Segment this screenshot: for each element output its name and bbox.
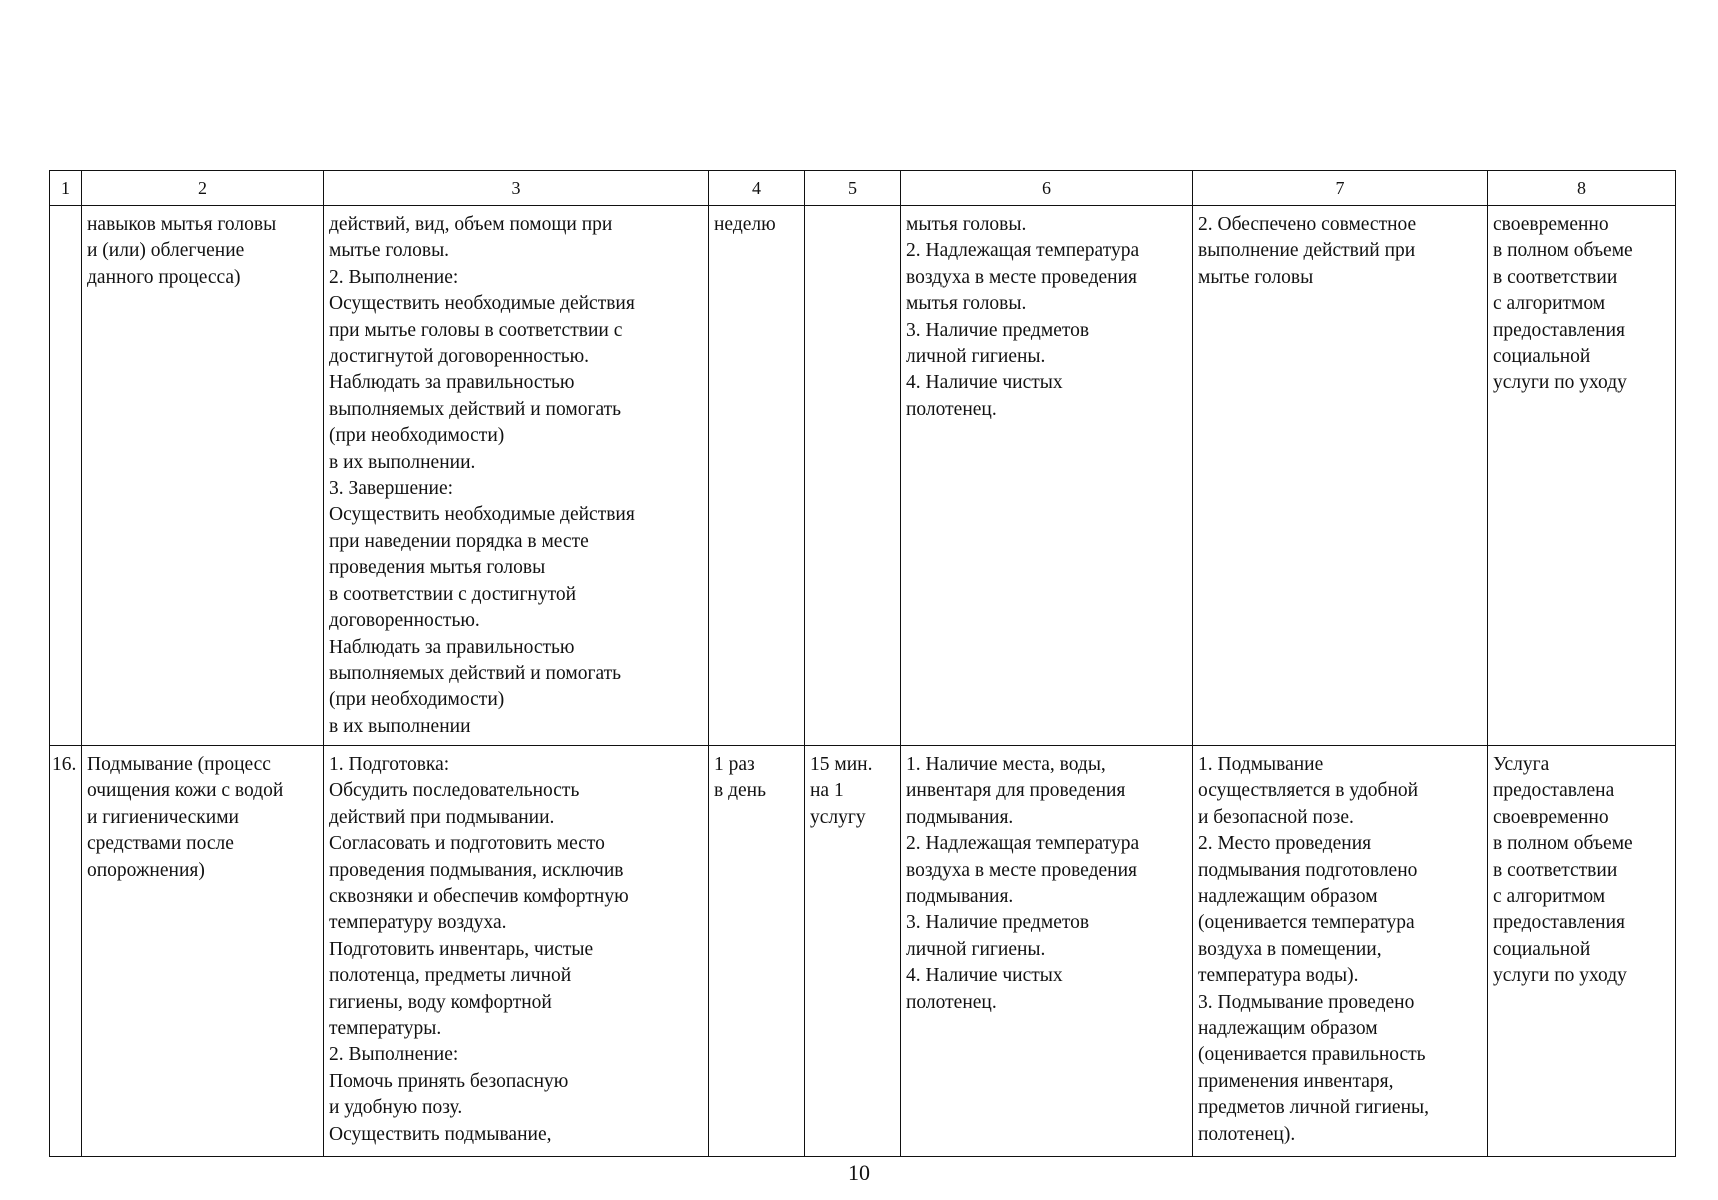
column-number-header-row [50, 171, 1676, 206]
table-row-continued [50, 206, 1676, 746]
frequency-cell: неделю [709, 206, 805, 746]
frequency-cell: 1 раз в день [709, 746, 805, 1157]
column-number-6: 6 [901, 171, 1193, 206]
column-number-3: 3 [324, 171, 709, 206]
table-row-16 [50, 746, 1676, 1157]
service-name-cell: навыков мытья головы и (или) облегчение данного процесса) [82, 206, 324, 746]
quality-indicators-cell: 1. Подмывание осуществляется в удобной и безопасной позе. 2. Место проведения подмывания подготовлено надлежащим образом (оценивается температура воздуха в помещении, температура воды). 3. Подмывание проведено надлежащим образом (оценивается правильность применения инвентаря, предметов личной гигиены, полотенец). [1193, 746, 1488, 1157]
duration-cell [805, 206, 901, 746]
column-number-1: 1 [50, 171, 82, 206]
duration-cell: 15 мин. на 1 услугу [805, 746, 901, 1157]
evaluation-cell: своевременно в полном объеме в соответствии с алгоритмом предоставления социальной услуги по уходу [1488, 206, 1676, 746]
conditions-cell: 1. Наличие места, воды, инвентаря для проведения подмывания. 2. Надлежащая температура воздуха в месте проведения подмывания. 3. Наличие предметов личной гигиены. 4. Наличие чистых полотенец. [901, 746, 1193, 1157]
column-number-8: 8 [1488, 171, 1676, 206]
quality-indicators-cell: 2. Обеспечено совместное выполнение действий при мытье головы [1193, 206, 1488, 746]
column-number-5: 5 [805, 171, 901, 206]
column-number-7: 7 [1193, 171, 1488, 206]
column-number-2: 2 [82, 171, 324, 206]
service-description-cell: 1. Подготовка: Обсудить последовательность действий при подмывании. Согласовать и подготовить место проведения подмывания, исключив сквозняки и обеспечив комфортную температуру воздуха. Подготовить инвентарь, чистые полотенца, предметы личной гигиены, воду комфортной температуры. 2. Выполнение: Помочь принять безопасную и удобную позу. Осуществить подмывание, [324, 746, 709, 1157]
services-table [49, 170, 1676, 1157]
row-number-cell [50, 206, 82, 746]
conditions-cell: мытья головы. 2. Надлежащая температура воздуха в месте проведения мытья головы. 3. Наличие предметов личной гигиены. 4. Наличие чистых полотенец. [901, 206, 1193, 746]
evaluation-cell: Услуга предоставлена своевременно в полном объеме в соответствии с алгоритмом предоставления социальной услуги по уходу [1488, 746, 1676, 1157]
service-name-cell: Подмывание (процесс очищения кожи с водой и гигиеническими средствами после опорожнения) [82, 746, 324, 1157]
column-number-4: 4 [709, 171, 805, 206]
service-description-cell: действий, вид, объем помощи при мытье головы. 2. Выполнение: Осуществить необходимые действия при мытье головы в соответствии с достигнутой договоренностью. Наблюдать за правильностью выполняемых действий и помогать (при необходимости) в их выполнении. 3. Завершение: Осуществить необходимые действия при наведении порядка в месте проведения мытья головы в соответствии с достигнутой договоренностью. Наблюдать за правильностью выполняемых действий и помогать (при необходимости) в их выполнении [324, 206, 709, 746]
row-number-cell: 16. [50, 746, 82, 1157]
page-number: 10 [848, 1160, 870, 1185]
